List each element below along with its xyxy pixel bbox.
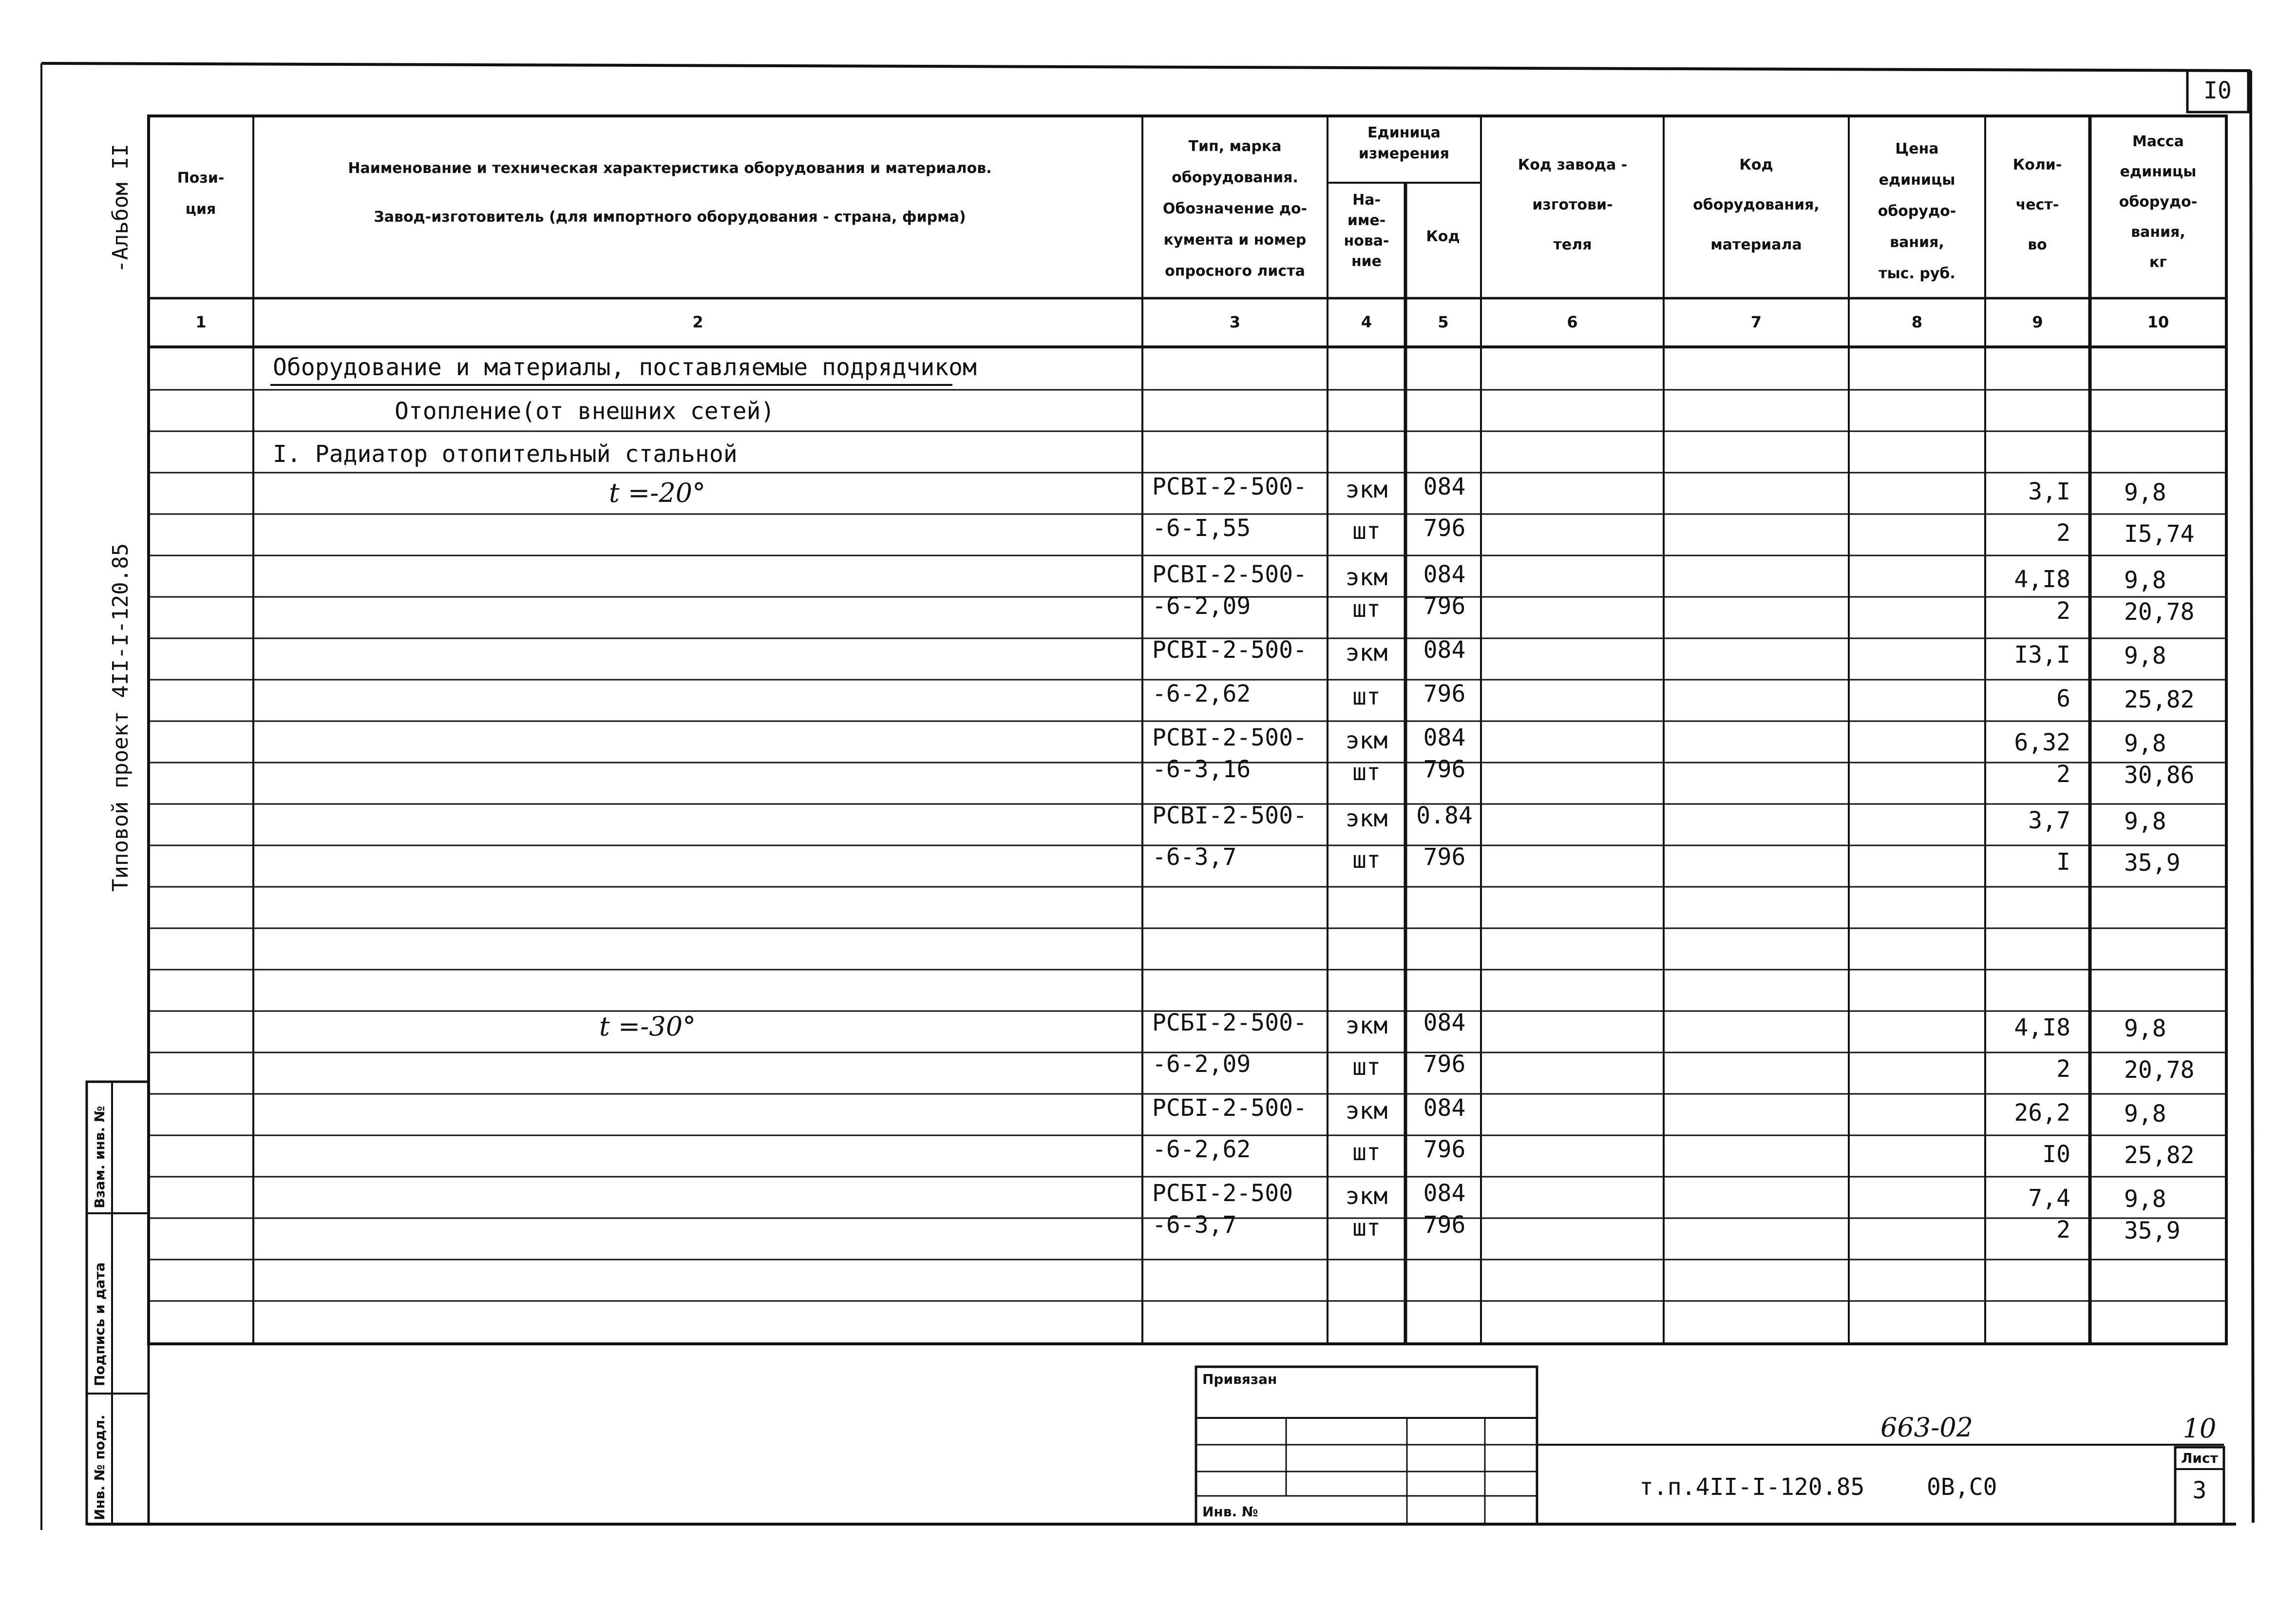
stamp-label-inventory: Инв. № подл. [92, 1415, 108, 1520]
cell-quantity: 2 [2056, 761, 2070, 788]
column-header-text: единицы [1879, 172, 1955, 189]
cell-mass: 20,78 [2124, 1056, 2195, 1084]
cell-code: 796 [1423, 515, 1466, 542]
cell-code: 796 [1423, 1211, 1466, 1239]
cell-quantity: 4,I8 [2014, 566, 2070, 593]
cell-code: 796 [1423, 593, 1466, 620]
cell-quantity: 3,I [2028, 478, 2070, 505]
column-header-text: ние [1351, 253, 1382, 270]
cell-mass: 9,8 [2124, 567, 2166, 594]
cell-type: -6-2,62 [1152, 1136, 1251, 1163]
bound-label: Привязан [1202, 1371, 1277, 1387]
subsection-title: Отопление(от внешних сетей) [395, 398, 775, 425]
column-header-text: оборудования, [1693, 196, 1820, 213]
table-row [1152, 636, 2166, 669]
column-header-text: кумента и номер [1163, 231, 1307, 249]
column-header-text: во [2028, 236, 2047, 253]
cell-code: 084 [1423, 561, 1466, 588]
column-header-text: Код [1739, 156, 1773, 173]
temperature-label-30: t =-30° [599, 1011, 696, 1042]
column-header-text: вания, [2131, 224, 2185, 241]
column-header-text: оборудо- [2119, 193, 2198, 210]
column-header-text: Пози- [177, 170, 225, 187]
cell-mass: 35,9 [2124, 849, 2181, 877]
cell-mass: 25,82 [2124, 1142, 2195, 1169]
data-rows [1152, 473, 2195, 1244]
column-header-text: Завод-изготовитель (для импортного оборудования - страна, фирма) [374, 209, 966, 226]
cell-type: -6-2,62 [1152, 680, 1251, 707]
column-header-text: материала [1710, 236, 1802, 253]
item-title: I. Радиатор отопительный стальной [273, 440, 738, 468]
cell-mass: 35,9 [2124, 1217, 2181, 1244]
column-header-text: изготови- [1532, 196, 1613, 213]
table-row [1152, 843, 2181, 877]
cell-code: 796 [1423, 1051, 1466, 1078]
cell-unit: шт [1352, 683, 1381, 710]
cell-code: 084 [1423, 1094, 1466, 1122]
table-row [1152, 1136, 2195, 1169]
column-header-text: теля [1553, 236, 1592, 253]
side-label-album: -Альбом II [108, 144, 133, 273]
cell-unit: экм [1345, 564, 1388, 591]
column-header-text: Наименование и техническая характеристика оборудования и материалов. [348, 160, 992, 177]
stamp-label-signature: Подпись и дата [92, 1262, 108, 1386]
cell-unit: шт [1352, 1139, 1381, 1166]
doc-number: 663-02 [1880, 1412, 1973, 1443]
cell-mass: 9,8 [2124, 730, 2166, 757]
column-headers [177, 133, 2198, 282]
cell-quantity: 4,I8 [2014, 1014, 2070, 1041]
column-header-text: оборудования. [1172, 169, 1298, 186]
column-header-text: единицы [2120, 163, 2197, 180]
cell-mass: 20,78 [2124, 598, 2195, 626]
column-number: 2 [692, 313, 703, 331]
column-header-text: Коли- [2012, 156, 2062, 173]
cell-unit: шт [1352, 759, 1381, 786]
cell-mass: 9,8 [2124, 808, 2166, 835]
column-number: 9 [2032, 313, 2043, 331]
table-row [1152, 1211, 2181, 1244]
column-header-text: Масса [2132, 133, 2184, 150]
cell-quantity: 2 [2056, 1055, 2070, 1083]
inventory-label: Инв. № [1202, 1504, 1258, 1520]
column-number: 4 [1361, 313, 1372, 331]
cell-code: 0.84 [1416, 802, 1473, 829]
cell-quantity: 6 [2056, 685, 2070, 712]
column-number: 6 [1567, 313, 1578, 331]
column-header-text: Тип, марка [1188, 138, 1282, 155]
table-row [1152, 680, 2195, 713]
cell-mass: 9,8 [2124, 1015, 2166, 1042]
outer-frame [41, 63, 2253, 1530]
cell-quantity: I0 [2042, 1141, 2070, 1168]
cell-quantity: 26,2 [2014, 1099, 2070, 1127]
cell-type: -6-3,7 [1152, 843, 1237, 871]
cell-type: -6-3,16 [1152, 756, 1251, 783]
cell-unit: экм [1345, 805, 1388, 832]
column-number: 8 [1911, 313, 1923, 331]
cell-quantity: 7,4 [2028, 1185, 2070, 1212]
corner-number: I0 [2203, 77, 2232, 104]
column-header-text: име- [1347, 212, 1386, 229]
temperature-label-20: t =-20° [609, 478, 706, 508]
cell-unit: экм [1345, 1097, 1388, 1125]
cell-type: РСВI-2-500- [1152, 724, 1307, 751]
cell-unit: шт [1352, 1214, 1381, 1242]
cell-mass: 9,8 [2124, 1185, 2166, 1213]
cell-type: РСБI-2-500- [1152, 1009, 1307, 1036]
table-row [1152, 756, 2195, 789]
cell-unit: шт [1352, 1053, 1381, 1081]
cell-quantity: I3,I [2014, 641, 2070, 669]
table-row [1152, 724, 2166, 757]
stamp-label-replace: Взам. инв. № [92, 1106, 108, 1208]
section-title: Оборудование и материалы, поставляемые подрядчиком [273, 354, 977, 381]
document-mark: 0В,С0 [1927, 1473, 1997, 1501]
corner-number-box [2187, 71, 2248, 112]
table-row [1152, 1180, 2166, 1213]
table-row [1152, 1009, 2166, 1042]
cell-quantity: 2 [2056, 1216, 2070, 1243]
unit-group-header-line1: Единица [1367, 124, 1441, 141]
cell-mass: 30,86 [2124, 762, 2195, 789]
column-number: 5 [1438, 313, 1449, 331]
cell-unit: шт [1352, 517, 1381, 545]
cell-unit: экм [1345, 476, 1388, 503]
column-header-text: кг [2149, 254, 2167, 271]
cell-mass: 9,8 [2124, 1100, 2166, 1128]
sheet-number: 10 [2182, 1413, 2217, 1444]
cell-code: 084 [1423, 724, 1466, 751]
side-label-project: Типовой проект 4II-I-120.85 [108, 543, 133, 892]
cell-type: РСВI-2-500- [1152, 802, 1307, 829]
cell-unit: шт [1352, 595, 1381, 623]
column-header-text: Цена [1895, 140, 1939, 157]
column-number: 7 [1750, 313, 1762, 331]
cell-unit: шт [1352, 846, 1381, 874]
cell-quantity: 6,32 [2014, 729, 2070, 756]
cell-quantity: 3,7 [2028, 807, 2070, 834]
column-number: 1 [195, 313, 207, 331]
cell-type: -6-2,09 [1152, 1051, 1251, 1078]
column-header-text: тыс. руб. [1879, 265, 1955, 282]
column-header-text: Обозначение до- [1162, 200, 1308, 217]
sheet-value: 3 [2192, 1477, 2207, 1504]
cell-unit: экм [1345, 1012, 1388, 1039]
cell-code: 084 [1423, 1009, 1466, 1036]
cell-type: РСВI-2-500- [1152, 473, 1307, 500]
cell-type: РСВI-2-500- [1152, 561, 1307, 588]
cell-type: РСБI-2-500 [1152, 1180, 1293, 1207]
cell-code: 796 [1423, 756, 1466, 783]
cell-code: 084 [1423, 636, 1466, 664]
cell-type: -6-2,09 [1152, 593, 1251, 620]
table-row [1152, 473, 2166, 506]
cell-mass: I5,74 [2124, 520, 2195, 548]
cell-code: 796 [1423, 843, 1466, 871]
cell-quantity: I [2056, 848, 2070, 876]
cell-quantity: 2 [2056, 597, 2070, 625]
table-row [1152, 1051, 2195, 1084]
table-row [1152, 802, 2166, 835]
cell-unit: экм [1345, 1183, 1388, 1210]
cell-code: 796 [1423, 1136, 1466, 1163]
column-header-text: вания, [1890, 234, 1944, 251]
cell-type: -6-3,7 [1152, 1211, 1237, 1239]
column-header-text: оборудо- [1878, 203, 1956, 220]
cell-quantity: 2 [2056, 519, 2070, 547]
table-row [1152, 515, 2195, 548]
table-row [1152, 561, 2166, 594]
cell-mass: 9,8 [2124, 642, 2166, 669]
column-header-text: ция [185, 201, 216, 218]
cell-code: 084 [1423, 473, 1466, 500]
column-numbers [195, 313, 2169, 331]
cell-type: -6-I,55 [1152, 515, 1251, 542]
column-header-text: нова- [1344, 232, 1389, 249]
column-number: 10 [2147, 313, 2169, 331]
column-header-text: Код [1426, 228, 1460, 245]
cell-type: РСВI-2-500- [1152, 636, 1307, 664]
project-code: т.п.4II-I-120.85 [1639, 1473, 1865, 1501]
column-header-text: Код завода - [1518, 156, 1628, 173]
cell-mass: 9,8 [2124, 479, 2166, 506]
cell-code: 084 [1423, 1180, 1466, 1207]
cell-unit: экм [1345, 727, 1388, 754]
cell-code: 796 [1423, 680, 1466, 707]
cell-unit: экм [1345, 639, 1388, 667]
cell-type: РСБI-2-500- [1152, 1094, 1307, 1122]
sheet-label: Лист [2181, 1450, 2218, 1466]
cell-mass: 25,82 [2124, 686, 2195, 713]
column-header-text: опросного листа [1165, 263, 1305, 280]
column-header-text: На- [1352, 191, 1381, 209]
column-number: 3 [1229, 313, 1241, 331]
unit-group-header-line2: измерения [1358, 145, 1450, 162]
column-header-text: чест- [2015, 196, 2059, 213]
table-row [1152, 1094, 2166, 1128]
